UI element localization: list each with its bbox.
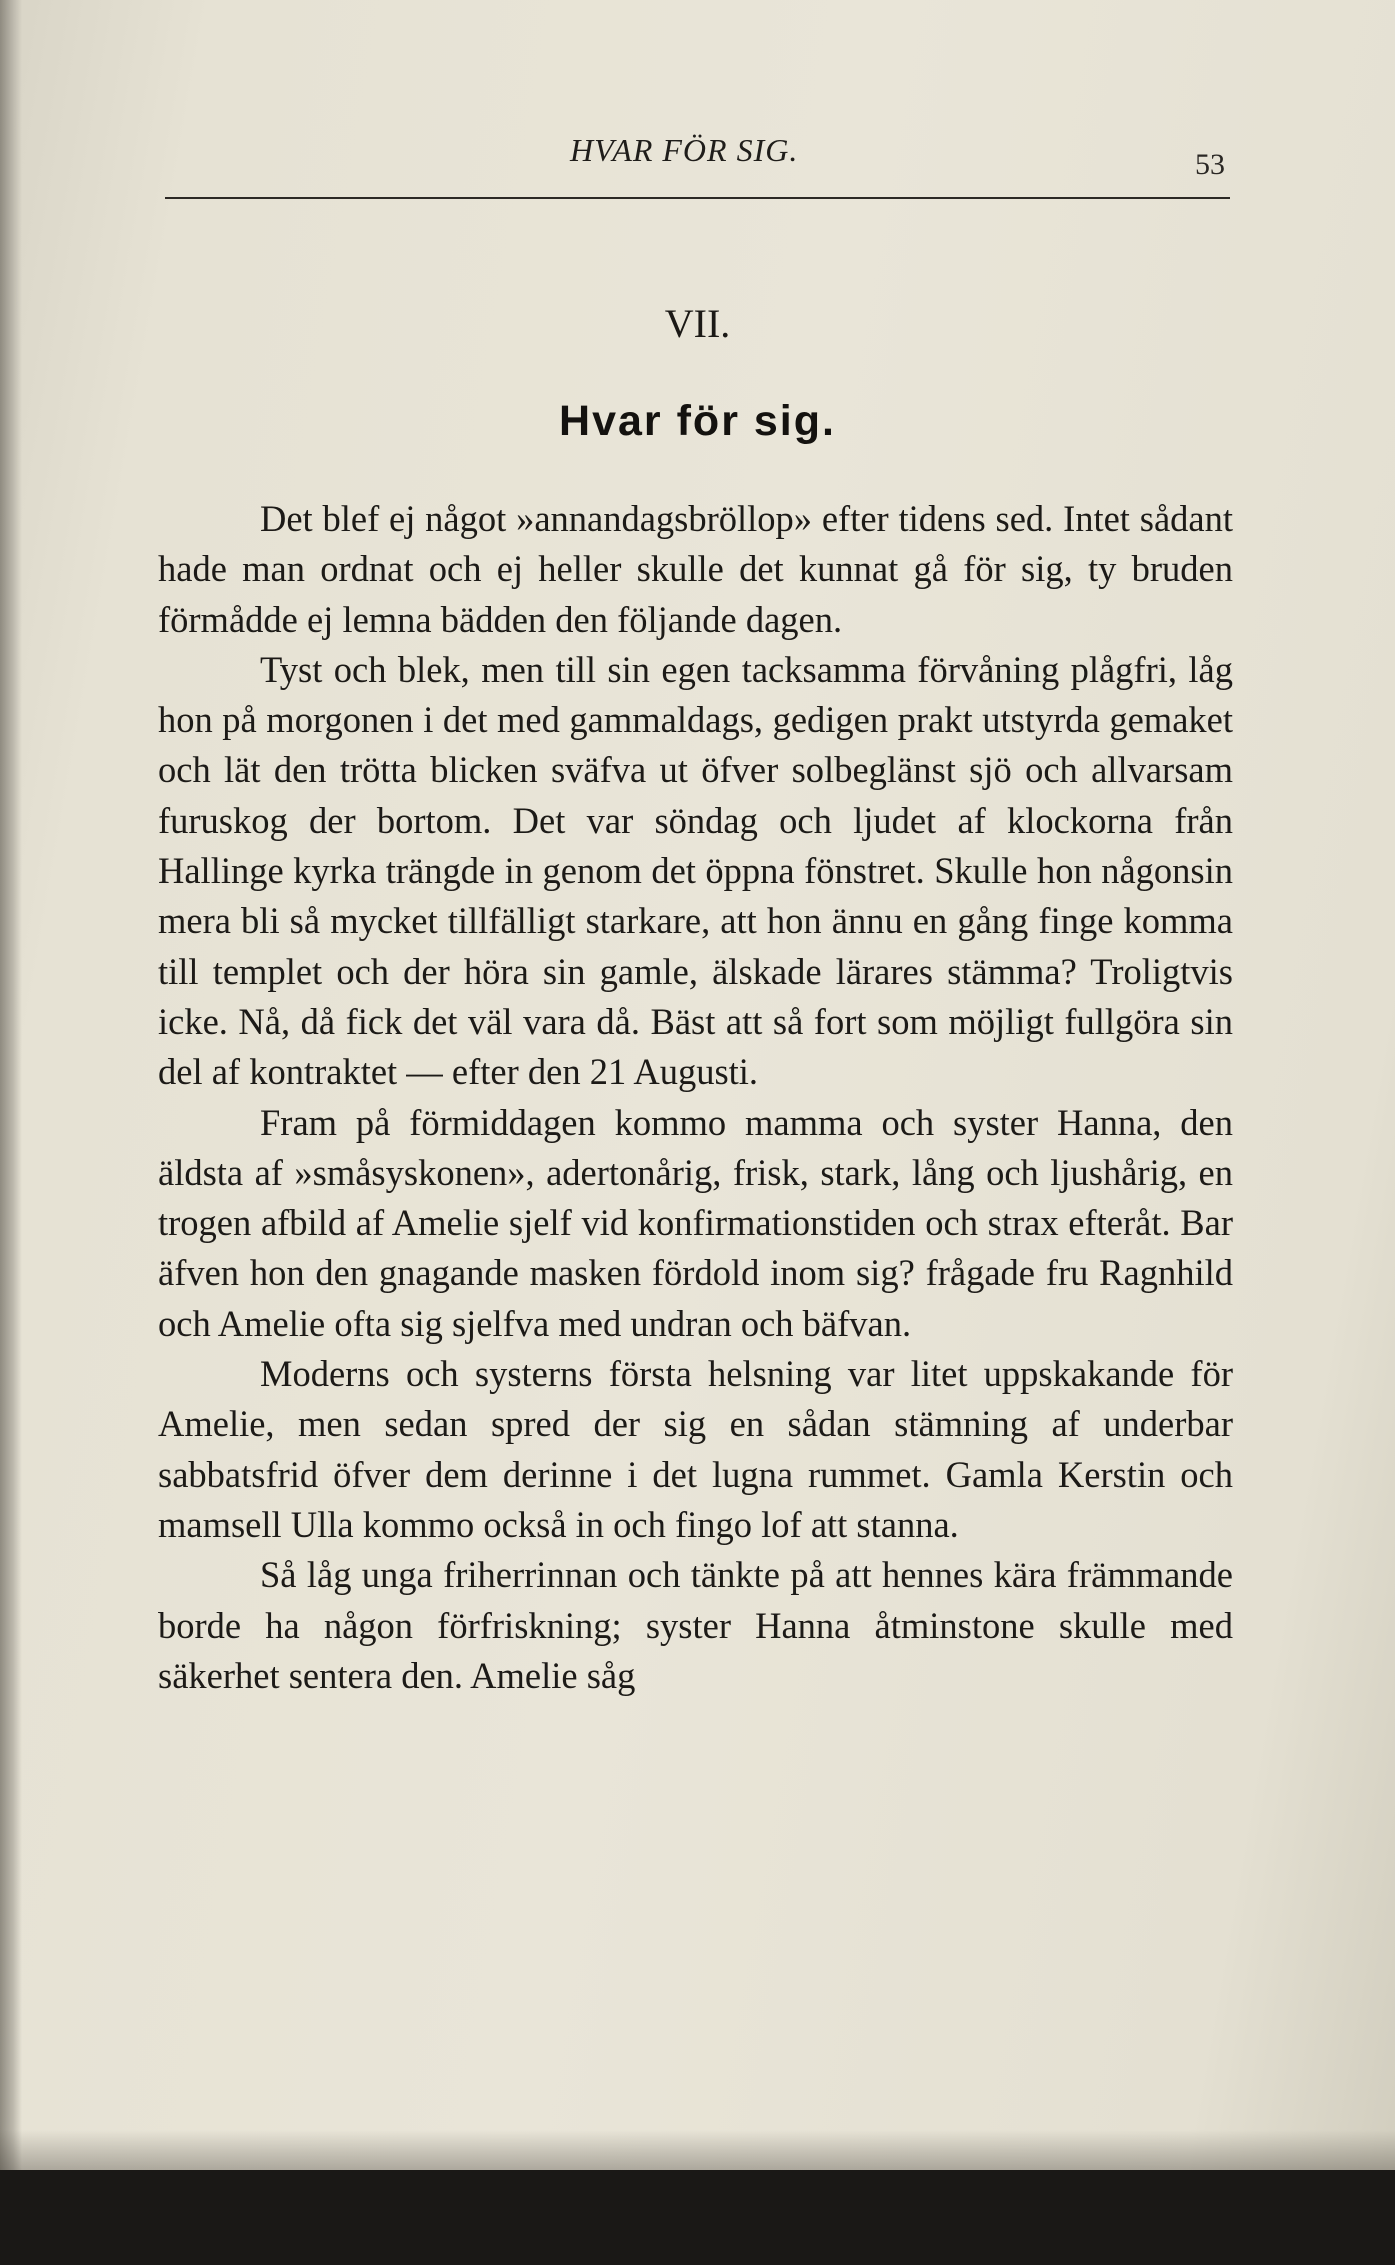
paragraph: Moderns och systerns första helsning var litet uppskakande för Amelie, men sedan spred der sig en sådan stämning af underbar sabbatsfrid öfver dem derinne i det lugna rummet. Gamla Kerstin och mamsell Ulla kommo också in och fingo lof att stanna. xyxy=(158,1353,1233,1545)
chapter-number: VII. xyxy=(664,301,731,346)
paragraph: Så låg unga friherrinnan och tänkte på att hennes kära främmande borde ha någon förfriskning; syster Hanna åtminstone skulle med säkerhet sentera den. Amelie såg xyxy=(158,1554,1233,1696)
body-text xyxy=(158,494,1233,1701)
page-number: 53 xyxy=(1195,148,1225,181)
paragraph: Tyst och blek, men till sin egen tacksamma förvåning plågfri, låg hon på morgonen i det med gammaldags, gedigen prakt utstyrda gemaket och lät den trötta blicken sväfva ut öfver solbeglänst sjö och allvarsam furuskog der bortom. Det var söndag och ljudet af klockorna från Hallinge kyrka trängde in genom det öppna fönstret. Skulle hon någonsin mera bli så mycket tillfälligt starkare, att hon ännu en gång finge komma till templet och der höra sin gamle, älskade lärares stämma? Troligtvis icke. Nå, då fick det väl vara då. Bäst att så fort som möjligt fullgöra sin del af kontraktet — efter den 21 Augusti. xyxy=(158,648,1233,1093)
chapter-title: Hvar för sig. xyxy=(559,397,836,445)
paragraph: Det blef ej något »annandagsbröllop» efter tidens sed. Intet sådant hade man ordnat och ej heller skulle det kunnat gå för sig, ty bruden förmådde ej lemna bädden den följande dagen. xyxy=(158,498,1233,640)
running-head: HVAR FÖR SIG. xyxy=(570,132,799,168)
paragraph: Fram på förmiddagen kommo mamma och syster Hanna, den äldsta af »småsyskonen», adertonårig, frisk, stark, lång och ljushårig, en trogen afbild af Amelie sjelf vid konfirmationstiden och strax efteråt. Bar äfven hon den gnagande masken fördold inom sig? frågade fru Ragnhild och Amelie ofta sig sjelfva med undran och bäfvan. xyxy=(158,1101,1233,1344)
header-rule xyxy=(165,197,1230,199)
page-bottom-shadow xyxy=(0,2130,1395,2170)
